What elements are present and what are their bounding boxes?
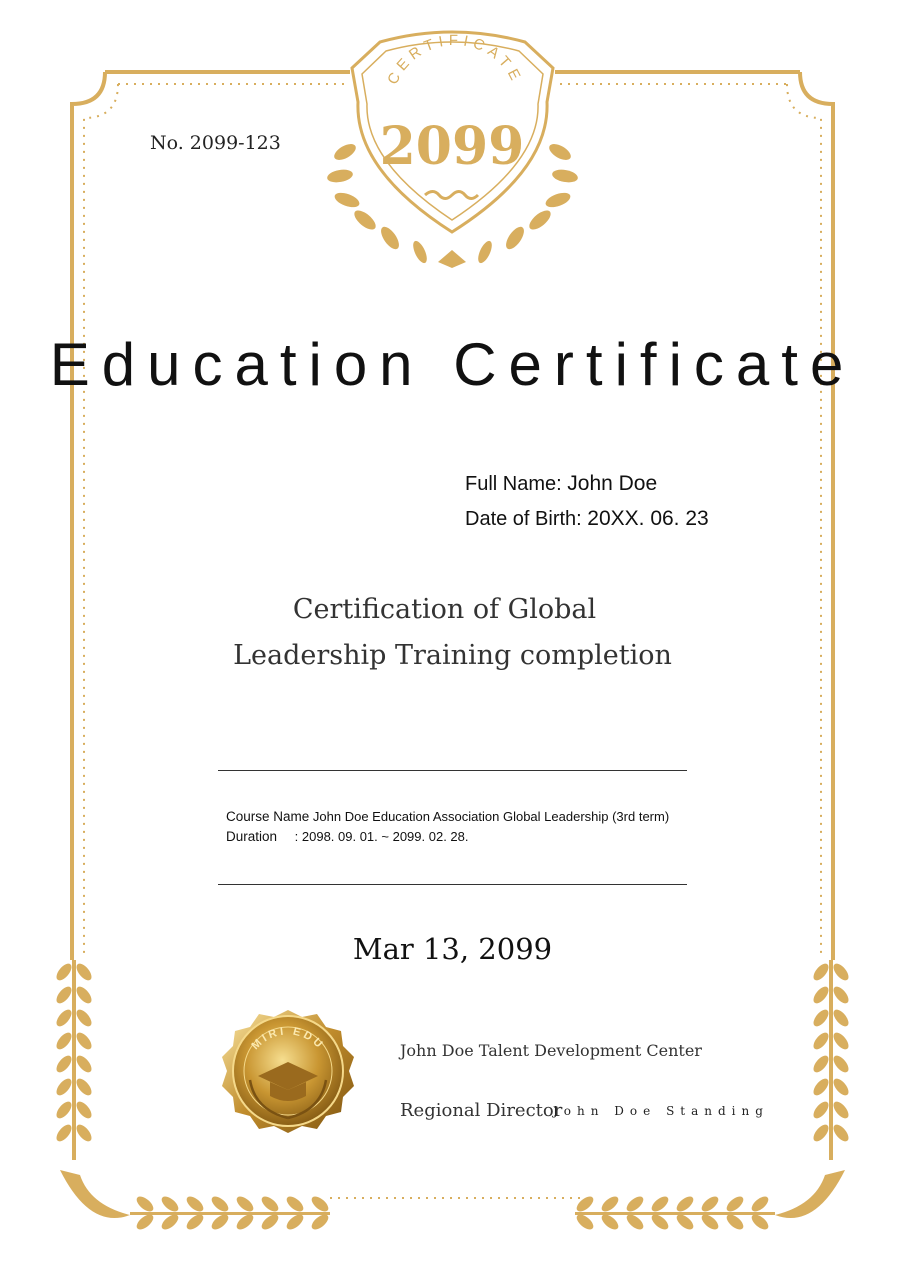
full-name-row [465,472,657,496]
seal-text: MIRI EDU [249,1025,327,1053]
course-name-label: Course Name [226,809,310,824]
course-name-row [226,809,669,824]
birth-date-row [465,507,709,531]
divider-bottom [218,884,687,885]
duration-value: : 2098. 09. 01. ~ 2099. 02. 28. [294,829,469,844]
duration-label: Duration [226,829,278,844]
full-name-label: Full Name: [465,473,562,495]
issuing-organization: John Doe Talent Development Center [400,1041,702,1060]
issuer-signature-name: John Doe Standing [553,1104,769,1118]
certification-subtitle-line1: Certification of Global [292,594,597,625]
duration-row [226,829,469,844]
issue-date: Mar 13, 2099 [352,932,553,966]
divider-top [218,770,687,771]
crest-year: 2099 [379,116,525,177]
certificate-number: No. 2099-123 [150,132,281,154]
birth-date-value: 20XX. 06. 23 [587,507,709,530]
course-name-value: John Doe Education Association Global Leadership (3rd term) [312,809,670,824]
certificate-title: Education Certificate [49,331,856,398]
full-name-value: John Doe [567,472,658,495]
certification-subtitle-line2: Leadership Training completion [233,640,672,671]
crest-arc-text: CERTIFICATE [384,31,526,88]
issuer-title: Regional Director [400,1100,563,1121]
birth-date-label: Date of Birth: [465,508,582,530]
